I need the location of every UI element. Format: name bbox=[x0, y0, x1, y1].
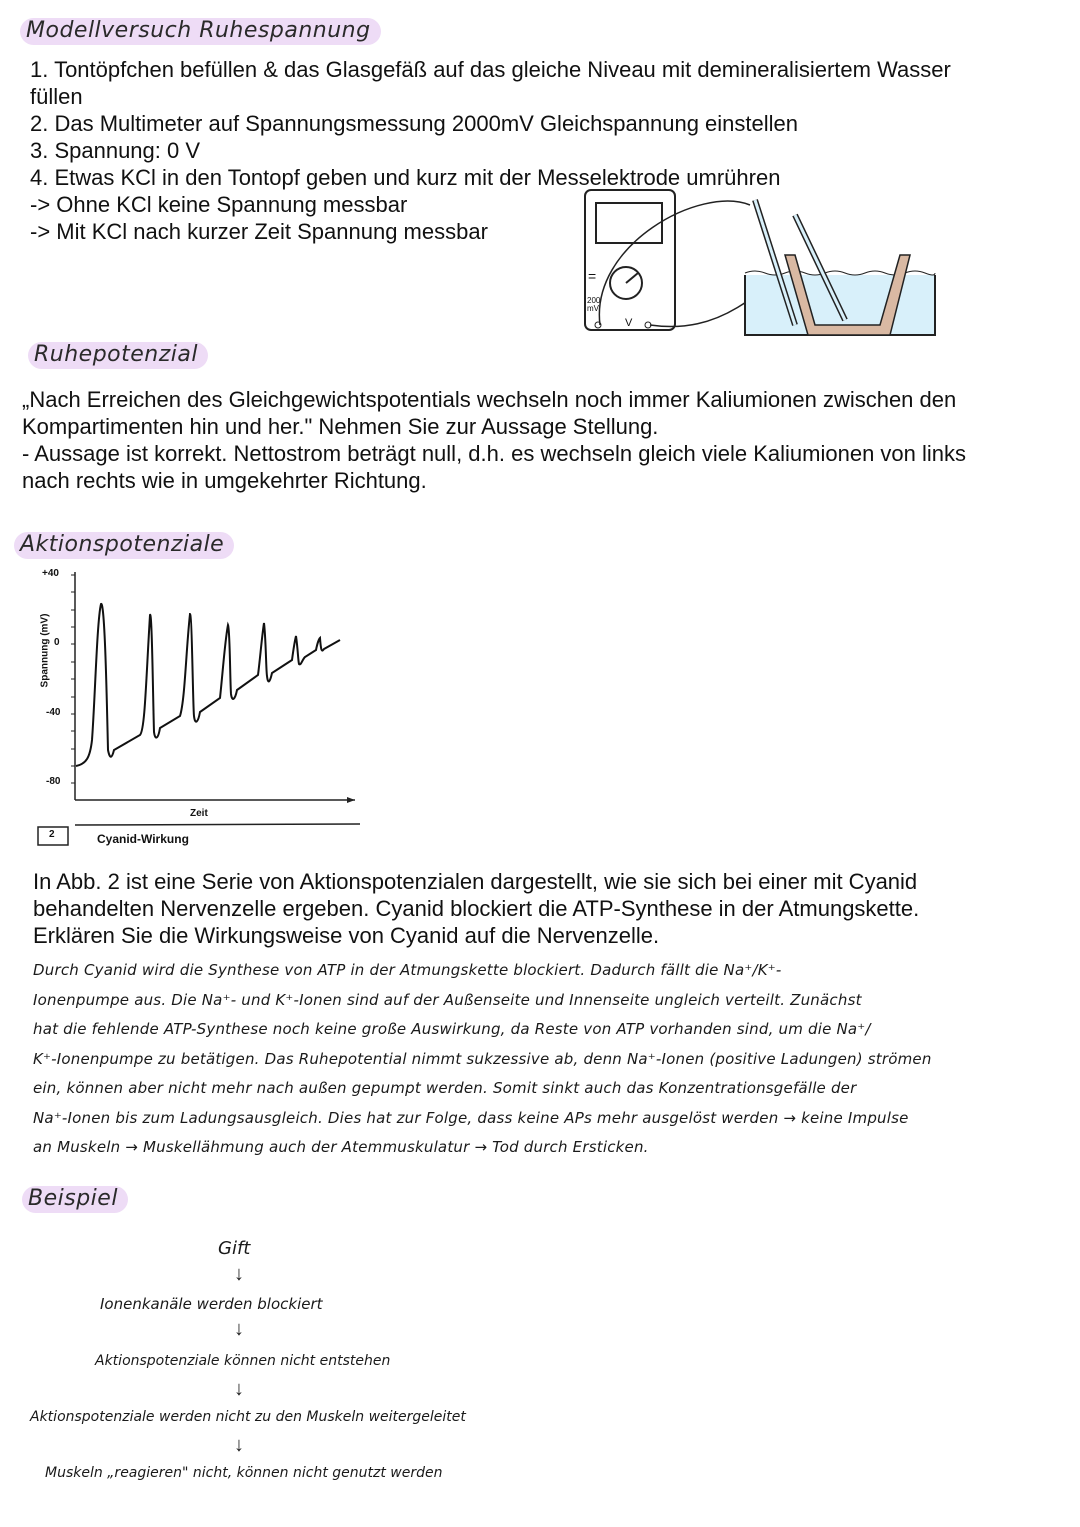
answer-line: Ionenpumpe aus. Die Na⁺- und K⁺-Ionen sind auf der Außenseite und Innenseite ungleich verteilt. Zunächst bbox=[33, 990, 862, 1009]
flow-step: Gift bbox=[218, 1238, 251, 1259]
step-line: 4. Etwas KCl in den Tontopf geben und kurz mit der Messelektrode umrühren bbox=[30, 165, 781, 190]
figure-cyanid bbox=[20, 560, 380, 860]
text-line: nach rechts wie in umgekehrter Richtung. bbox=[22, 468, 427, 493]
answer-line: K⁺-Ionenpumpe zu betätigen. Das Ruhepotential nimmt sukzessive ab, denn Na⁺-Ionen (positive Ladungen) strömen bbox=[33, 1049, 932, 1068]
range-label: 200 mV bbox=[587, 296, 601, 313]
heading-aktionspotenziale: Aktionspotenziale bbox=[14, 532, 234, 559]
step-line: 1. Tontöpfchen befüllen & das Glasgefäß auf das gleiche Niveau mit demineralisiertem Wasser bbox=[30, 57, 951, 82]
answer-line: ein, können aber nicht mehr nach außen gepumpt werden. Somit sinkt auch das Konzentrationsgefälle der bbox=[33, 1079, 857, 1097]
task-text bbox=[33, 868, 919, 949]
flow-step: Aktionspotenziale können nicht entstehen bbox=[95, 1353, 391, 1369]
ytick-label: -40 bbox=[46, 707, 61, 718]
flow-step: Muskeln „reagieren" nicht, können nicht genutzt werden bbox=[45, 1465, 443, 1481]
answer-line: hat die fehlende ATP-Synthese noch keine große Auswirkung, da Reste von ATP vorhanden sind, um die Na⁺/ bbox=[33, 1020, 871, 1038]
text-line: In Abb. 2 ist eine Serie von Aktionspotenzialen dargestellt, wie sie sich bei einer mit Cyanid bbox=[33, 869, 918, 894]
answer-line: Durch Cyanid wird die Synthese von ATP in der Atmungskette blockiert. Dadurch fällt die Na⁺/K⁺- bbox=[33, 961, 782, 979]
heading-ruhepotenzial: Ruhepotenzial bbox=[28, 342, 208, 369]
arrow-down-icon: ↓ bbox=[234, 1318, 244, 1340]
step-line: -> Ohne KCl keine Spannung messbar bbox=[30, 192, 408, 217]
ytick-label: -80 bbox=[46, 776, 61, 787]
text-line: - Aussage ist korrekt. Nettostrom beträgt null, d.h. es wechseln gleich viele Kaliumionen von links bbox=[22, 441, 967, 466]
answer-line: Na⁺-Ionen bis zum Ladungsausgleich. Dies hat zur Folge, dass keine APs mehr ausgelöst werden → keine Impulse bbox=[33, 1108, 909, 1127]
arrow-down-icon: ↓ bbox=[234, 1378, 244, 1400]
step-line: -> Mit KCl nach kurzer Zeit Spannung messbar bbox=[30, 219, 488, 244]
v-label: V bbox=[625, 317, 633, 329]
flow-step: Aktionspotenziale werden nicht zu den Muskeln weitergeleitet bbox=[30, 1409, 466, 1425]
arrow-down-icon: ↓ bbox=[234, 1263, 244, 1285]
text-line: behandelten Nervenzelle ergeben. Cyanid blockiert die ATP-Synthese in der Atmungskette. bbox=[33, 896, 920, 921]
arrow-down-icon: ↓ bbox=[234, 1434, 244, 1456]
x-axis-label: Zeit bbox=[190, 808, 208, 819]
step-line: 3. Spannung: 0 V bbox=[30, 138, 201, 163]
dc-symbol: = bbox=[588, 268, 597, 284]
text-line: Erklären Sie die Wirkungsweise von Cyanid auf die Nervenzelle. bbox=[33, 923, 660, 948]
heading-beispiel: Beispiel bbox=[22, 1186, 128, 1213]
figure-caption: Cyanid-Wirkung bbox=[97, 832, 189, 846]
multimeter-setup-drawing bbox=[580, 185, 950, 345]
step-line: 2. Das Multimeter auf Spannungsmessung 2000mV Gleichspannung einstellen bbox=[30, 111, 799, 136]
multimeter-drawing-icon bbox=[580, 185, 950, 345]
figure-number: 2 bbox=[49, 829, 55, 840]
ruhepotenzial-text bbox=[22, 386, 966, 494]
heading-modellversuch: Modellversuch Ruhespannung bbox=[20, 18, 381, 45]
flow-step: Ionenkanäle werden blockiert bbox=[100, 1295, 323, 1313]
y-axis-label: Spannung (mV) bbox=[39, 613, 51, 688]
step-line: füllen bbox=[30, 84, 83, 109]
answer-line: an Muskeln → Muskellähmung auch der Atemmuskulatur → Tod durch Ersticken. bbox=[33, 1138, 649, 1156]
handwritten-answer bbox=[33, 956, 932, 1163]
text-line: „Nach Erreichen des Gleichgewichtspotentials wechseln noch immer Kaliumionen zwischen den bbox=[22, 387, 957, 412]
text-line: Kompartimenten hin und her." Nehmen Sie zur Aussage Stellung. bbox=[22, 414, 659, 439]
ytick-label: +40 bbox=[42, 568, 59, 579]
ytick-label: 0 bbox=[54, 637, 60, 648]
